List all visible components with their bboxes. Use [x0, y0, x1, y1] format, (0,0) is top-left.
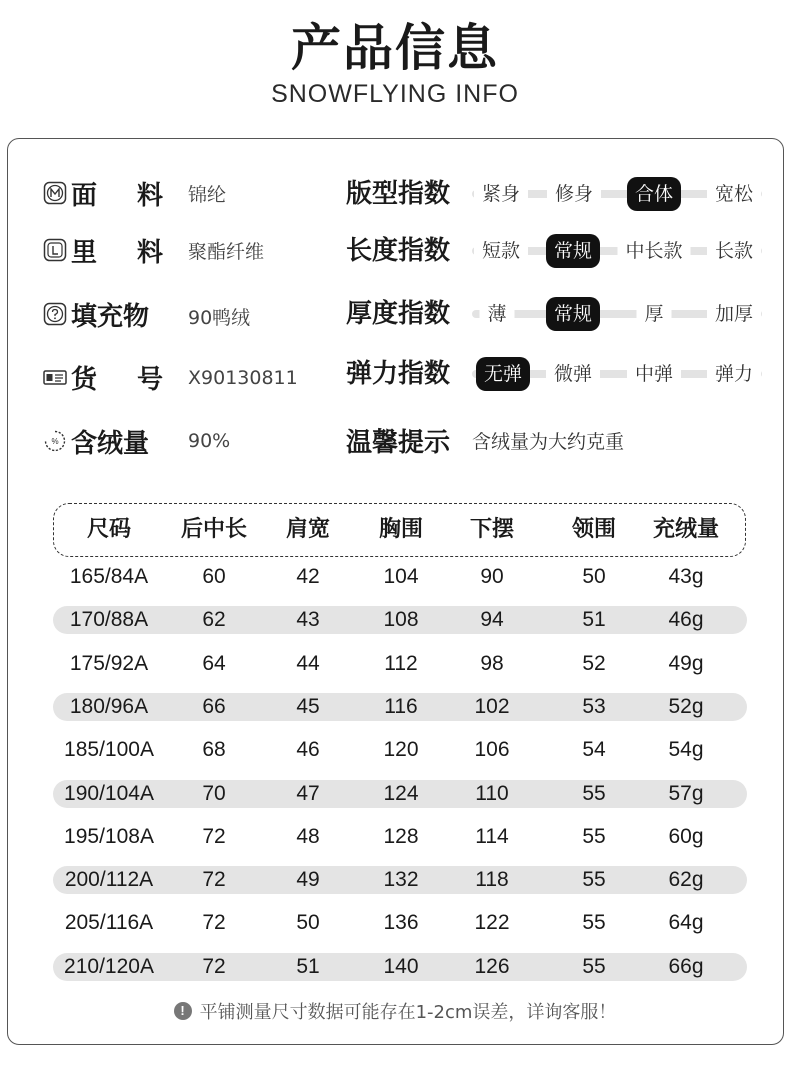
- measure-cell: 53: [582, 695, 606, 718]
- size-cell: 185/100A: [64, 738, 154, 761]
- measure-cell: 55: [582, 955, 606, 978]
- measure-cell: 55: [582, 782, 606, 805]
- measure-cell: 54g: [668, 738, 704, 761]
- index-option-selected: 合体: [627, 177, 681, 211]
- attr-filling: [43, 297, 251, 332]
- measure-cell: 60g: [668, 825, 704, 848]
- column-header: 胸围: [378, 517, 424, 542]
- measure-cell: 114: [475, 825, 509, 848]
- measure-cell: 126: [474, 955, 510, 978]
- m-circle-icon: [43, 181, 67, 205]
- measure-cell: 55: [582, 911, 606, 934]
- index-option: 紧身: [474, 177, 528, 211]
- index-option-selected: 无弹: [476, 357, 530, 391]
- measure-cell: 55: [582, 825, 606, 848]
- page-title: 产品信息: [291, 19, 499, 77]
- attr-value: 聚酯纤维: [188, 240, 265, 263]
- attr-label-b: 号: [136, 364, 163, 395]
- index-option: 微弹: [546, 357, 600, 391]
- measure-cell: 49g: [668, 652, 704, 675]
- index-option: 加厚: [707, 297, 761, 331]
- index-length: [346, 233, 762, 269]
- column-header: 下摆: [469, 517, 515, 542]
- index-thickness: [346, 296, 762, 332]
- size-cell: 180/96A: [69, 695, 149, 718]
- index-option: 修身: [547, 177, 601, 211]
- measure-cell: 120: [383, 738, 419, 761]
- tip-title: 温馨提示: [346, 427, 451, 458]
- measure-cell: 106: [474, 738, 510, 761]
- index-option: 长款: [707, 234, 761, 268]
- index-option-selected: 常规: [546, 297, 600, 331]
- measure-cell: 72: [202, 825, 226, 848]
- measure-cell: 94: [480, 608, 504, 631]
- tip-text: 含绒量为大约克重: [472, 430, 625, 453]
- measure-cell: 64: [202, 652, 226, 675]
- column-header: 充绒量: [652, 517, 720, 542]
- column-header: 领围: [571, 517, 617, 542]
- measure-cell: 98: [480, 652, 504, 675]
- measure-cell: 116: [384, 695, 418, 718]
- size-cell: 165/84A: [69, 565, 149, 588]
- measure-cell: 50: [296, 911, 320, 934]
- measure-cell: 102: [474, 695, 510, 718]
- measure-cell: 52g: [668, 695, 704, 718]
- measure-cell: 42: [296, 565, 320, 588]
- size-cell: 205/116A: [64, 911, 154, 934]
- attr-value: 锦纶: [188, 183, 227, 206]
- measure-cell: 66: [202, 695, 226, 718]
- measure-cell: 90: [480, 565, 504, 588]
- index-name: 版型指数: [346, 179, 451, 209]
- size-cell: 210/120A: [64, 955, 154, 978]
- measure-cell: 68: [202, 738, 226, 761]
- size-cell: 170/88A: [69, 608, 149, 631]
- index-option: 弹力: [707, 357, 761, 391]
- measure-cell: 54: [582, 738, 606, 761]
- attr-value: 90鸭绒: [188, 307, 251, 329]
- measure-cell: 49: [296, 868, 320, 891]
- measure-cell: 122: [474, 911, 510, 934]
- measure-cell: 48: [296, 825, 320, 848]
- attr-value: X90130811: [188, 367, 298, 389]
- column-header: 尺码: [86, 517, 132, 542]
- measure-cell: 52: [582, 652, 606, 675]
- attr-label-b: 料: [136, 237, 163, 268]
- index-option-selected: 常规: [546, 234, 600, 268]
- attr-label-a: 面: [71, 180, 98, 211]
- attr-lining: [43, 233, 265, 268]
- measure-cell: 43g: [668, 565, 704, 588]
- measure-cell: 45: [296, 695, 320, 718]
- measure-cell: 55: [582, 868, 606, 891]
- size-cell: 175/92A: [69, 652, 149, 675]
- size-cell: 190/104A: [64, 782, 154, 805]
- svg-text:%: %: [51, 437, 59, 446]
- attr-fabric: [43, 176, 227, 211]
- measure-cell: 132: [383, 868, 419, 891]
- index-option: 宽松: [707, 177, 761, 211]
- index-option: 中长款: [617, 234, 690, 268]
- measure-cell: 66g: [668, 955, 704, 978]
- index-option: 薄: [479, 297, 514, 331]
- column-header: 肩宽: [285, 517, 331, 542]
- page-subtitle: SNOWFLYING INFO: [271, 80, 519, 108]
- index-elasticity: [346, 356, 762, 392]
- measure-cell: 43: [296, 608, 320, 631]
- index-option: 中弹: [627, 357, 681, 391]
- exclamation-circle-icon: !: [174, 1002, 192, 1020]
- measure-cell: 57g: [668, 782, 704, 805]
- index-name: 长度指数: [346, 236, 451, 266]
- measure-cell: 72: [202, 868, 226, 891]
- attr-label-a: 货: [71, 364, 98, 395]
- attr-value: 90%: [188, 430, 231, 452]
- id-card-icon: [43, 365, 67, 389]
- attr-label-a: 填充物: [71, 301, 150, 332]
- measure-cell: 47: [296, 782, 320, 805]
- measure-cell: 60: [202, 565, 226, 588]
- index-fit: [346, 176, 762, 212]
- measure-cell: 128: [383, 825, 419, 848]
- measure-cell: 104: [383, 565, 419, 588]
- measure-cell: 62: [202, 608, 226, 631]
- measure-cell: 51: [296, 955, 320, 978]
- l-square-icon: [43, 238, 67, 262]
- measure-cell: 112: [384, 652, 418, 675]
- question-square-icon: [43, 302, 67, 326]
- attr-down-content: [43, 424, 231, 459]
- measure-cell: 136: [383, 911, 419, 934]
- size-cell: 195/108A: [64, 825, 154, 848]
- measure-cell: 124: [383, 782, 419, 805]
- measure-cell: 110: [475, 782, 509, 805]
- measure-cell: 64g: [668, 911, 704, 934]
- attr-label-a: 含绒量: [71, 428, 150, 459]
- measure-cell: 140: [383, 955, 419, 978]
- measure-cell: 62g: [668, 868, 704, 891]
- measure-cell: 46: [296, 738, 320, 761]
- index-option: 短款: [474, 234, 528, 268]
- attr-label-a: 里: [71, 237, 98, 268]
- column-header: 后中长: [180, 517, 248, 542]
- measure-cell: 44: [296, 652, 320, 675]
- measure-cell: 72: [202, 911, 226, 934]
- index-name: 弹力指数: [346, 359, 451, 389]
- measure-cell: 118: [475, 868, 509, 891]
- measurement-note: [0, 998, 790, 1024]
- measure-cell: 50: [582, 565, 606, 588]
- attr-item-no: [43, 360, 298, 395]
- measure-cell: 46g: [668, 608, 704, 631]
- measure-cell: 51: [582, 608, 606, 631]
- note-text: 平铺测量尺寸数据可能存在1-2cm误差，详询客服！: [199, 1002, 617, 1023]
- attr-label-b: 料: [136, 180, 163, 211]
- measure-cell: 72: [202, 955, 226, 978]
- measure-cell: 70: [202, 782, 226, 805]
- warm-tip: [346, 422, 624, 458]
- index-name: 厚度指数: [346, 299, 451, 329]
- percent-circle-icon: [43, 429, 67, 453]
- measure-cell: 108: [383, 608, 419, 631]
- size-cell: 200/112A: [64, 868, 154, 891]
- index-option: 厚: [636, 297, 671, 331]
